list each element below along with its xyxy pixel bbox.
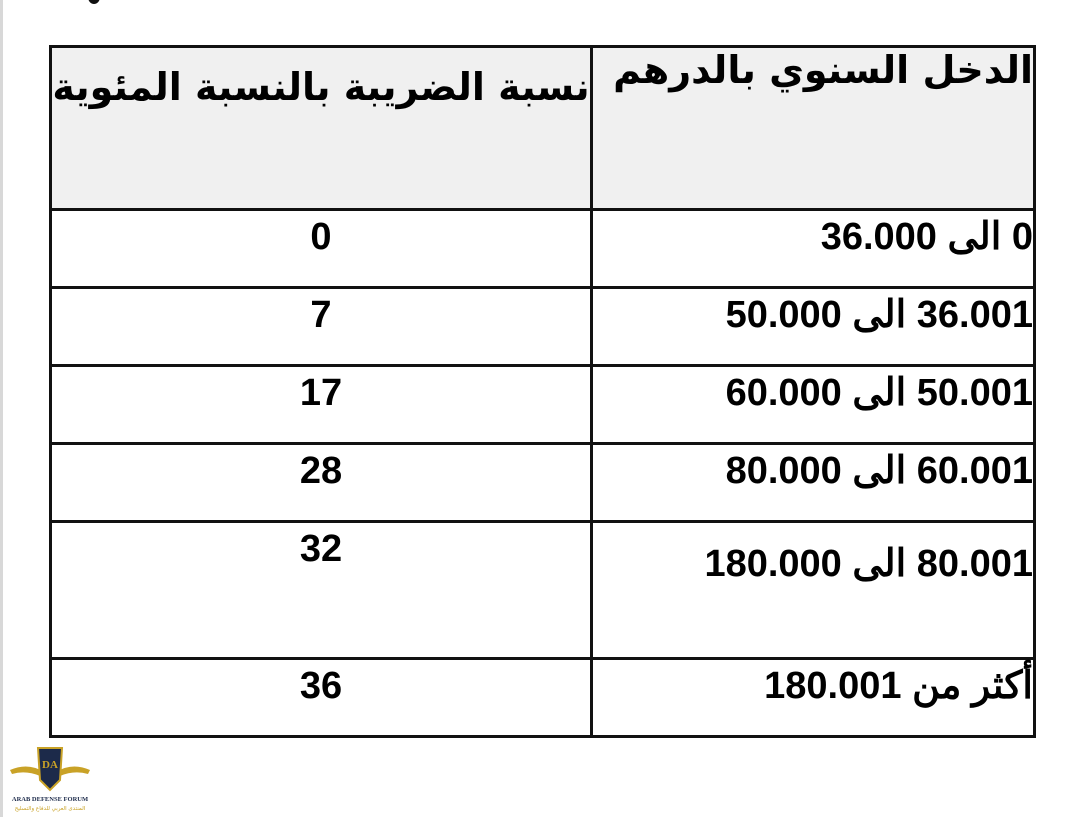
- table-row: [51, 659, 1035, 737]
- tax-rate-cell: 28: [51, 444, 592, 522]
- arab-defense-forum-logo: [8, 740, 92, 812]
- table-row: [51, 366, 1035, 444]
- tax-rate-cell: 32: [51, 522, 592, 659]
- income-bracket-cell: 0 الى 36.000: [592, 210, 1035, 288]
- table-header-row: [51, 47, 1035, 210]
- tax-rate-cell: 36: [51, 659, 592, 737]
- tax-brackets-table: [49, 45, 1036, 738]
- tax-rate-cell: 17: [51, 366, 592, 444]
- tax-rate-cell: 0: [51, 210, 592, 288]
- income-bracket-cell: 50.001 الى 60.000: [592, 366, 1035, 444]
- income-bracket-cell: 60.001 الى 80.000: [592, 444, 1035, 522]
- table-row: [51, 522, 1035, 659]
- logo-text: ARAB DEFENSE FORUM: [11, 796, 89, 803]
- income-bracket-cell: 80.001 الى 180.000: [592, 522, 1035, 659]
- logo-subtext: المنتدى العربي للدفاع والتسليح: [14, 806, 86, 812]
- income-bracket-cell: أكثر من 180.001: [592, 659, 1035, 737]
- top-cropped-glyph: [88, 0, 100, 4]
- table-row: [51, 444, 1035, 522]
- income-bracket-cell: 36.001 الى 50.000: [592, 288, 1035, 366]
- tax-rate-cell: 7: [51, 288, 592, 366]
- header-tax-rate: نسبة الضريبة بالنسبة المئوية: [51, 47, 592, 210]
- left-edge-line: [0, 0, 3, 817]
- header-annual-income: الدخل السنوي بالدرهم: [592, 47, 1035, 210]
- table-row: [51, 210, 1035, 288]
- table-row: [51, 288, 1035, 366]
- logo-initials: DA: [42, 759, 58, 771]
